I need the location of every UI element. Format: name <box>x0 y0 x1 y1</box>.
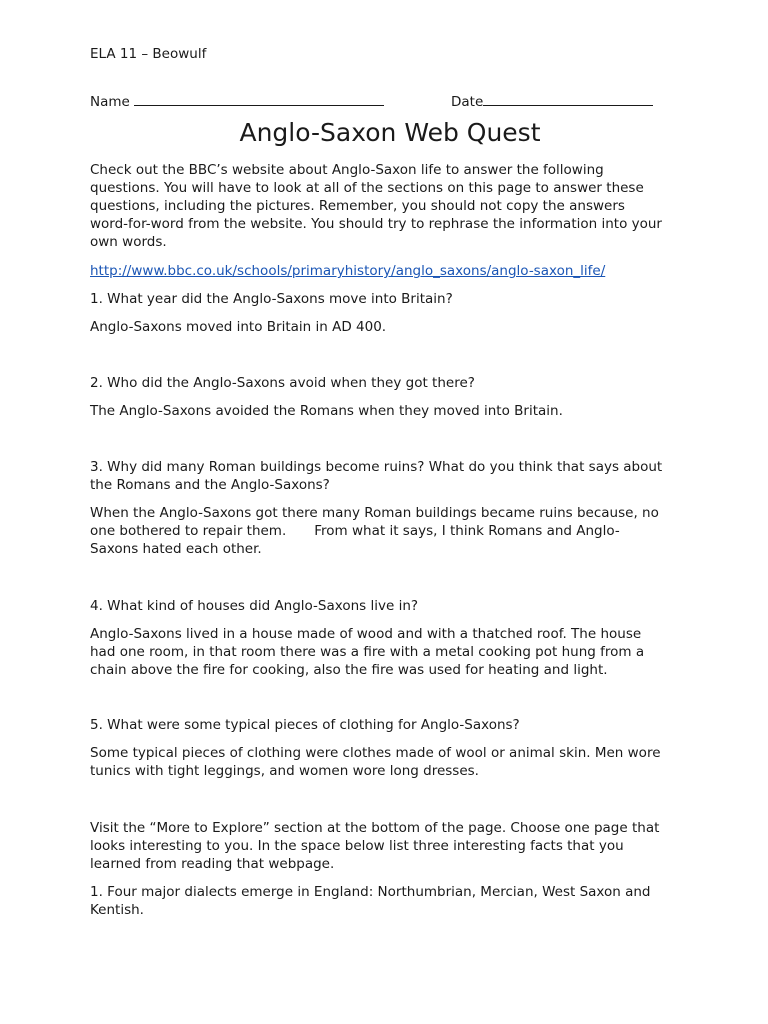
answer-3-part1: When the Anglo-Saxons got there many Roman buildings became ruins because, no one bothered to repair them. <box>90 505 659 539</box>
question-1: 1. What year did the Anglo-Saxons move into Britain? <box>90 291 453 307</box>
date-label: Date <box>451 94 484 110</box>
answer-2: The Anglo-Saxons avoided the Romans when they moved into Britain. <box>90 403 563 419</box>
date-field[interactable] <box>451 92 653 111</box>
answer-1: Anglo-Saxons moved into Britain in AD 400. <box>90 319 387 335</box>
explore-instructions: Visit the “More to Explore” section at the bottom of the page. Choose one page that looks interesting to you. In the space below list three interesting facts that you learned from reading that webpage. <box>90 820 660 872</box>
question-5: 5. What were some typical pieces of clothing for Anglo-Saxons? <box>90 717 520 733</box>
intro-paragraph: Check out the BBC’s website about Anglo-Saxon life to answer the following questions. You will have to look at all of the sections on this page to answer these questions, including the pictures. Remember, you should not copy the answers word-for-word from the website. You should try to rephrase the information into your own words. <box>90 162 662 250</box>
question-4: 4. What kind of houses did Anglo-Saxons live in? <box>90 598 419 614</box>
question-3: 3. Why did many Roman buildings become ruins? What do you think that says about the Romans and the Anglo-Saxons? <box>90 459 663 493</box>
answer-3-part2: From what it says, I think Romans and Anglo- <box>314 523 620 539</box>
course-heading: ELA 11 – Beowulf <box>90 46 207 62</box>
name-blank-line[interactable] <box>134 92 384 106</box>
answer-3-part3: Saxons hated each other. <box>90 541 262 557</box>
answer-5: Some typical pieces of clothing were clothes made of wool or animal skin. Men wore tunics with tight leggings, and women wore long dresses. <box>90 745 661 779</box>
name-label: Name <box>90 94 130 110</box>
date-blank-line[interactable] <box>483 92 653 106</box>
answer-4: Anglo-Saxons lived in a house made of wood and with a thatched roof. The house had one room, in that room there was a fire with a metal cooking pot hung from a chain above the fire for cooking, also the fire was used for heating and light. <box>90 626 645 678</box>
page-title: Anglo-Saxon Web Quest <box>239 118 541 147</box>
bbc-link[interactable]: http://www.bbc.co.uk/schools/primaryhistory/anglo_saxons/anglo-saxon_life/ <box>90 263 606 279</box>
question-2: 2. Who did the Anglo-Saxons avoid when they got there? <box>90 375 475 391</box>
name-field[interactable] <box>90 92 384 111</box>
fact-1: 1. Four major dialects emerge in England: Northumbrian, Mercian, West Saxon and Kentish. <box>90 884 651 918</box>
answer-3 <box>90 504 690 558</box>
